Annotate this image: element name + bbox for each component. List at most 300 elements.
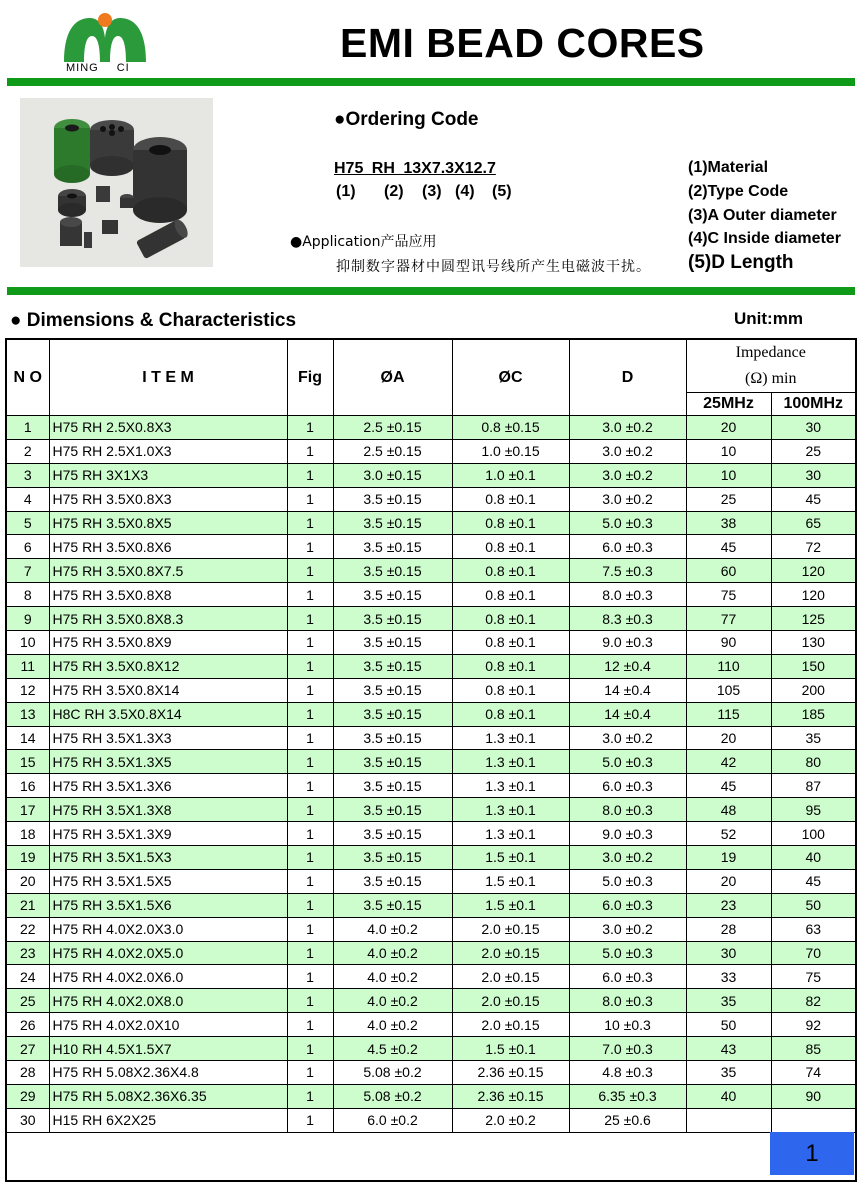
cell-item: H75 RH 3X1X3 (49, 463, 287, 487)
table-row (6, 1084, 856, 1108)
table-row (6, 678, 856, 702)
cell-z25: 77 (686, 607, 771, 631)
cell-item: H8C RH 3.5X0.8X14 (49, 702, 287, 726)
cell-item: H75 RH 3.5X0.8X9 (49, 631, 287, 655)
cell-a: 3.5 ±0.15 (333, 583, 452, 607)
cell-z25: 35 (686, 1061, 771, 1085)
cell-fig: 1 (287, 798, 333, 822)
cell-no: 27 (6, 1037, 49, 1061)
cell-d: 12 ±0.4 (569, 654, 686, 678)
cell-a: 4.0 ±0.2 (333, 941, 452, 965)
cell-a: 3.5 ±0.15 (333, 487, 452, 511)
cell-z100: 25 (771, 439, 856, 463)
legend-length: (5)D Length (688, 252, 794, 273)
cell-z100: 63 (771, 917, 856, 941)
cell-a: 4.0 ±0.2 (333, 917, 452, 941)
cell-z100: 45 (771, 869, 856, 893)
cell-no: 22 (6, 917, 49, 941)
cell-d: 6.0 ±0.3 (569, 774, 686, 798)
cell-z100: 65 (771, 511, 856, 535)
table-row (6, 439, 856, 463)
code-index-1: (1) (336, 183, 356, 200)
cell-no: 15 (6, 750, 49, 774)
cell-fig: 1 (287, 678, 333, 702)
cell-item: H75 RH 3.5X0.8X6 (49, 535, 287, 559)
cell-a: 3.5 ±0.15 (333, 559, 452, 583)
table-footer-cell (6, 1132, 856, 1181)
cell-c: 0.8 ±0.1 (452, 487, 569, 511)
cell-fig: 1 (287, 750, 333, 774)
cell-item: H75 RH 4.0X2.0X8.0 (49, 989, 287, 1013)
header-outer-diameter: ØA (333, 339, 452, 416)
application-text: 抑制数字器材中圆型讯号线所产生电磁波干扰。 (336, 259, 651, 275)
cell-item: H75 RH 3.5X1.5X3 (49, 846, 287, 870)
cell-fig: 1 (287, 511, 333, 535)
cell-no: 19 (6, 846, 49, 870)
cell-no: 29 (6, 1084, 49, 1108)
cell-fig: 1 (287, 1061, 333, 1085)
cell-fig: 1 (287, 941, 333, 965)
table-row (6, 798, 856, 822)
impedance-label: Impedance (735, 344, 806, 361)
cell-fig: 1 (287, 487, 333, 511)
cell-z25: 30 (686, 941, 771, 965)
cell-d: 10 ±0.3 (569, 1013, 686, 1037)
header-no: N O (6, 339, 49, 416)
cell-a: 2.5 ±0.15 (333, 439, 452, 463)
cell-a: 3.5 ±0.15 (333, 750, 452, 774)
cell-a: 5.08 ±0.2 (333, 1084, 452, 1108)
cell-c: 1.3 ±0.1 (452, 726, 569, 750)
cell-a: 3.5 ±0.15 (333, 846, 452, 870)
cell-z100: 85 (771, 1037, 856, 1061)
cell-no: 25 (6, 989, 49, 1013)
cell-c: 0.8 ±0.1 (452, 654, 569, 678)
application-title: ●Application产品应用 (290, 234, 437, 250)
page-title: EMI BEAD CORES (340, 20, 705, 66)
cell-no: 17 (6, 798, 49, 822)
cell-z25: 75 (686, 583, 771, 607)
cell-a: 3.5 ±0.15 (333, 869, 452, 893)
ordering-code-title: ●Ordering Code (334, 109, 479, 130)
cell-d: 5.0 ±0.3 (569, 511, 686, 535)
cell-item: H75 RH 4.0X2.0X3.0 (49, 917, 287, 941)
cell-a: 3.5 ±0.15 (333, 822, 452, 846)
header-inside-diameter: ØC (452, 339, 569, 416)
table-row (6, 559, 856, 583)
cell-no: 28 (6, 1061, 49, 1085)
cell-no: 7 (6, 559, 49, 583)
legend-outer-diameter: (3)A Outer diameter (688, 207, 837, 224)
cell-z100: 120 (771, 583, 856, 607)
table-footer-row (6, 1132, 856, 1181)
cell-item: H75 RH 3.5X0.8X5 (49, 511, 287, 535)
cell-z100: 125 (771, 607, 856, 631)
cell-c: 2.0 ±0.15 (452, 917, 569, 941)
header-impedance (686, 339, 856, 393)
cell-z100: 30 (771, 463, 856, 487)
cell-no: 16 (6, 774, 49, 798)
cell-no: 6 (6, 535, 49, 559)
cell-item: H75 RH 2.5X1.0X3 (49, 439, 287, 463)
table-row (6, 774, 856, 798)
cell-z100: 200 (771, 678, 856, 702)
cell-z100: 90 (771, 1084, 856, 1108)
cell-z25: 19 (686, 846, 771, 870)
cell-no: 23 (6, 941, 49, 965)
cell-item: H75 RH 3.5X1.3X5 (49, 750, 287, 774)
cell-a: 3.5 ±0.15 (333, 631, 452, 655)
cell-c: 1.0 ±0.15 (452, 439, 569, 463)
cell-c: 0.8 ±0.1 (452, 631, 569, 655)
table-row (6, 822, 856, 846)
table-row (6, 1108, 856, 1132)
cell-c: 0.8 ±0.1 (452, 702, 569, 726)
cell-z25: 20 (686, 726, 771, 750)
cell-c: 2.36 ±0.15 (452, 1084, 569, 1108)
cell-no: 14 (6, 726, 49, 750)
logo-text-left: MING (66, 62, 99, 74)
cell-c: 0.8 ±0.1 (452, 511, 569, 535)
cell-z25: 42 (686, 750, 771, 774)
cell-c: 1.0 ±0.1 (452, 463, 569, 487)
cell-z100: 70 (771, 941, 856, 965)
table-row (6, 726, 856, 750)
table-row (6, 869, 856, 893)
cell-no: 18 (6, 822, 49, 846)
table-row (6, 607, 856, 631)
cell-z25: 10 (686, 439, 771, 463)
cell-c: 2.0 ±0.2 (452, 1108, 569, 1132)
cell-z25: 45 (686, 774, 771, 798)
cell-no: 30 (6, 1108, 49, 1132)
cell-d: 3.0 ±0.2 (569, 439, 686, 463)
cell-no: 13 (6, 702, 49, 726)
cell-c: 0.8 ±0.1 (452, 583, 569, 607)
cell-c: 2.36 ±0.15 (452, 1061, 569, 1085)
cell-z100: 40 (771, 846, 856, 870)
cell-fig: 1 (287, 1037, 333, 1061)
cell-z25: 45 (686, 535, 771, 559)
cell-no: 1 (6, 416, 49, 440)
cell-fig: 1 (287, 535, 333, 559)
cell-a: 2.5 ±0.15 (333, 416, 452, 440)
table-row (6, 1013, 856, 1037)
cell-item: H15 RH 6X2X25 (49, 1108, 287, 1132)
cell-d: 4.8 ±0.3 (569, 1061, 686, 1085)
cell-d: 5.0 ±0.3 (569, 750, 686, 774)
cell-z100: 45 (771, 487, 856, 511)
cell-item: H75 RH 3.5X1.3X3 (49, 726, 287, 750)
cell-fig: 1 (287, 1013, 333, 1037)
cell-c: 2.0 ±0.15 (452, 1013, 569, 1037)
legend-material: (1)Material (688, 159, 769, 176)
cell-no: 24 (6, 965, 49, 989)
section-divider (7, 287, 855, 295)
cell-z25: 60 (686, 559, 771, 583)
cell-fig: 1 (287, 917, 333, 941)
cell-a: 6.0 ±0.2 (333, 1108, 452, 1132)
cell-d: 9.0 ±0.3 (569, 631, 686, 655)
cell-z100: 50 (771, 893, 856, 917)
cell-z100: 185 (771, 702, 856, 726)
cell-a: 3.5 ±0.15 (333, 678, 452, 702)
table-row (6, 631, 856, 655)
cell-item: H75 RH 3.5X1.3X6 (49, 774, 287, 798)
cell-a: 3.5 ±0.15 (333, 535, 452, 559)
cell-z100: 150 (771, 654, 856, 678)
cell-a: 4.0 ±0.2 (333, 1013, 452, 1037)
cell-z25: 20 (686, 869, 771, 893)
cell-d: 6.0 ±0.3 (569, 535, 686, 559)
cell-fig: 1 (287, 869, 333, 893)
cell-item: H75 RH 3.5X0.8X12 (49, 654, 287, 678)
table-row (6, 846, 856, 870)
cell-no: 20 (6, 869, 49, 893)
cell-z100: 80 (771, 750, 856, 774)
header-item: I T E M (49, 339, 287, 416)
cell-item: H75 RH 3.5X0.8X14 (49, 678, 287, 702)
cell-fig: 1 (287, 463, 333, 487)
impedance-unit: (Ω) min (745, 370, 797, 387)
cell-c: 0.8 ±0.1 (452, 559, 569, 583)
cell-fig: 1 (287, 1108, 333, 1132)
cell-z100: 74 (771, 1061, 856, 1085)
table-row (6, 750, 856, 774)
cell-z100: 75 (771, 965, 856, 989)
cell-no: 11 (6, 654, 49, 678)
cell-fig: 1 (287, 726, 333, 750)
cell-z25: 35 (686, 989, 771, 1013)
cell-z100: 92 (771, 1013, 856, 1037)
cell-a: 3.5 ±0.15 (333, 607, 452, 631)
cell-c: 1.3 ±0.1 (452, 750, 569, 774)
cell-item: H75 RH 3.5X1.3X9 (49, 822, 287, 846)
table-row (6, 989, 856, 1013)
cell-item: H75 RH 4.0X2.0X10 (49, 1013, 287, 1037)
cell-z25: 105 (686, 678, 771, 702)
table-row (6, 941, 856, 965)
cell-fig: 1 (287, 1084, 333, 1108)
ordering-code-example: H75 RH 13X7.3X12.7 (334, 160, 496, 177)
cell-c: 0.8 ±0.1 (452, 535, 569, 559)
cell-d: 5.0 ±0.3 (569, 869, 686, 893)
cell-item: H10 RH 4.5X1.5X7 (49, 1037, 287, 1061)
code-index-3: (3) (422, 183, 442, 200)
cell-z25: 25 (686, 487, 771, 511)
cell-item: H75 RH 3.5X0.8X8 (49, 583, 287, 607)
cell-a: 3.5 ±0.15 (333, 774, 452, 798)
cell-item: H75 RH 2.5X0.8X3 (49, 416, 287, 440)
cell-no: 5 (6, 511, 49, 535)
cell-z25: 28 (686, 917, 771, 941)
table-row (6, 965, 856, 989)
cell-fig: 1 (287, 559, 333, 583)
cell-fig: 1 (287, 654, 333, 678)
cell-a: 4.5 ±0.2 (333, 1037, 452, 1061)
cell-z25: 43 (686, 1037, 771, 1061)
dimensions-title: ● Dimensions & Characteristics (10, 310, 297, 331)
cell-a: 3.5 ±0.15 (333, 654, 452, 678)
cell-item: H75 RH 3.5X0.8X7.5 (49, 559, 287, 583)
table-row (6, 702, 856, 726)
cell-d: 6.0 ±0.3 (569, 965, 686, 989)
cell-no: 2 (6, 439, 49, 463)
cell-d: 7.5 ±0.3 (569, 559, 686, 583)
cell-a: 4.0 ±0.2 (333, 965, 452, 989)
cell-no: 12 (6, 678, 49, 702)
cell-z100: 87 (771, 774, 856, 798)
cell-item: H75 RH 3.5X1.5X5 (49, 869, 287, 893)
header-fig: Fig (287, 339, 333, 416)
header-100mhz: 100MHz (771, 393, 856, 416)
cell-item: H75 RH 3.5X1.5X6 (49, 893, 287, 917)
cell-no: 8 (6, 583, 49, 607)
cell-d: 8.0 ±0.3 (569, 798, 686, 822)
cell-c: 0.8 ±0.15 (452, 416, 569, 440)
table-row (6, 416, 856, 440)
cell-z100: 72 (771, 535, 856, 559)
cell-c: 1.5 ±0.1 (452, 893, 569, 917)
cell-d: 3.0 ±0.2 (569, 917, 686, 941)
cell-z25: 33 (686, 965, 771, 989)
header-divider (7, 78, 855, 86)
cell-fig: 1 (287, 416, 333, 440)
code-index-2: (2) (384, 183, 404, 200)
cell-z25: 52 (686, 822, 771, 846)
table-row (6, 1037, 856, 1061)
cell-c: 2.0 ±0.15 (452, 941, 569, 965)
cell-fig: 1 (287, 846, 333, 870)
cell-d: 14 ±0.4 (569, 678, 686, 702)
cell-d: 6.35 ±0.3 (569, 1084, 686, 1108)
cell-d: 3.0 ±0.2 (569, 846, 686, 870)
cell-a: 3.5 ±0.15 (333, 893, 452, 917)
cell-z25: 50 (686, 1013, 771, 1037)
cell-z25: 115 (686, 702, 771, 726)
table-row (6, 917, 856, 941)
cell-z25: 10 (686, 463, 771, 487)
cell-z25: 110 (686, 654, 771, 678)
cell-d: 3.0 ±0.2 (569, 726, 686, 750)
cell-z100 (771, 1108, 856, 1132)
dimensions-table (5, 338, 857, 1182)
cell-c: 1.3 ±0.1 (452, 822, 569, 846)
cell-z25: 38 (686, 511, 771, 535)
cell-no: 21 (6, 893, 49, 917)
logo-text-right: CI (116, 62, 130, 74)
table-row (6, 583, 856, 607)
cell-z25: 90 (686, 631, 771, 655)
cell-item: H75 RH 4.0X2.0X6.0 (49, 965, 287, 989)
table-row (6, 511, 856, 535)
cell-a: 3.5 ±0.15 (333, 798, 452, 822)
cell-a: 4.0 ±0.2 (333, 989, 452, 1013)
logo-wordmark (66, 62, 130, 74)
cell-c: 1.5 ±0.1 (452, 869, 569, 893)
cell-c: 1.5 ±0.1 (452, 1037, 569, 1061)
cell-z100: 82 (771, 989, 856, 1013)
header-25mhz: 25MHz (686, 393, 771, 416)
cell-z25 (686, 1108, 771, 1132)
cell-fig: 1 (287, 583, 333, 607)
cell-z100: 95 (771, 798, 856, 822)
cell-item: H75 RH 5.08X2.36X4.8 (49, 1061, 287, 1085)
cell-no: 26 (6, 1013, 49, 1037)
table-row (6, 654, 856, 678)
cell-d: 6.0 ±0.3 (569, 893, 686, 917)
cell-z100: 35 (771, 726, 856, 750)
table-row (6, 1061, 856, 1085)
code-index-5: (5) (492, 183, 512, 200)
cell-z25: 48 (686, 798, 771, 822)
cell-d: 8.0 ±0.3 (569, 583, 686, 607)
cell-a: 3.5 ±0.15 (333, 726, 452, 750)
page-number: 1 (770, 1132, 854, 1175)
cell-d: 14 ±0.4 (569, 702, 686, 726)
cell-d: 3.0 ±0.2 (569, 487, 686, 511)
cell-d: 5.0 ±0.3 (569, 941, 686, 965)
cell-c: 2.0 ±0.15 (452, 965, 569, 989)
header-length: D (569, 339, 686, 416)
cell-d: 8.3 ±0.3 (569, 607, 686, 631)
table-row (6, 487, 856, 511)
unit-label: Unit:mm (734, 309, 803, 328)
cell-no: 4 (6, 487, 49, 511)
cell-fig: 1 (287, 607, 333, 631)
cell-c: 1.5 ±0.1 (452, 846, 569, 870)
cell-a: 3.5 ±0.15 (333, 702, 452, 726)
cell-item: H75 RH 3.5X0.8X8.3 (49, 607, 287, 631)
cell-item: H75 RH 3.5X1.3X8 (49, 798, 287, 822)
cell-z25: 23 (686, 893, 771, 917)
code-index-4: (4) (455, 183, 475, 200)
cell-c: 0.8 ±0.1 (452, 678, 569, 702)
cell-c: 0.8 ±0.1 (452, 607, 569, 631)
cell-no: 3 (6, 463, 49, 487)
cell-d: 8.0 ±0.3 (569, 989, 686, 1013)
cell-d: 25 ±0.6 (569, 1108, 686, 1132)
cell-z100: 100 (771, 822, 856, 846)
table-row (6, 535, 856, 559)
cell-fig: 1 (287, 989, 333, 1013)
cell-c: 2.0 ±0.15 (452, 989, 569, 1013)
cell-fig: 1 (287, 822, 333, 846)
cell-no: 9 (6, 607, 49, 631)
cell-a: 3.0 ±0.15 (333, 463, 452, 487)
cell-item: H75 RH 4.0X2.0X5.0 (49, 941, 287, 965)
cell-fig: 1 (287, 965, 333, 989)
cell-d: 3.0 ±0.2 (569, 463, 686, 487)
cell-d: 7.0 ±0.3 (569, 1037, 686, 1061)
cell-item: H75 RH 3.5X0.8X3 (49, 487, 287, 511)
table-row (6, 893, 856, 917)
table-row (6, 463, 856, 487)
legend-inside-diameter: (4)C Inside diameter (688, 230, 841, 247)
cell-z25: 20 (686, 416, 771, 440)
cell-c: 1.3 ±0.1 (452, 774, 569, 798)
cell-no: 10 (6, 631, 49, 655)
cell-a: 3.5 ±0.15 (333, 511, 452, 535)
cell-fig: 1 (287, 631, 333, 655)
cell-a: 5.08 ±0.2 (333, 1061, 452, 1085)
cell-d: 9.0 ±0.3 (569, 822, 686, 846)
cell-c: 1.3 ±0.1 (452, 798, 569, 822)
cell-z25: 40 (686, 1084, 771, 1108)
cell-fig: 1 (287, 893, 333, 917)
cell-fig: 1 (287, 439, 333, 463)
cell-fig: 1 (287, 774, 333, 798)
